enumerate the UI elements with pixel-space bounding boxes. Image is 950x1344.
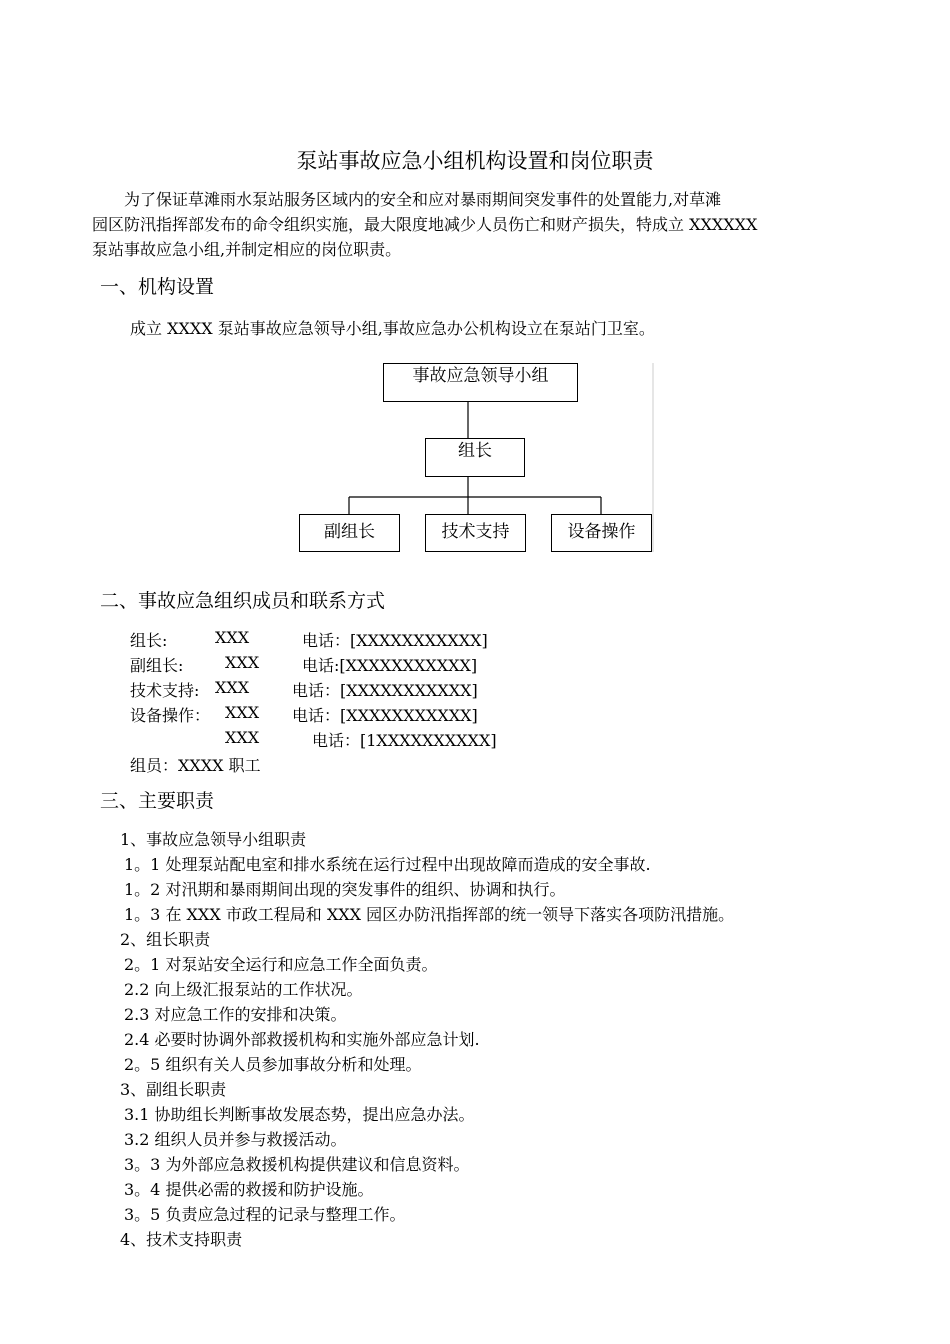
- duty-item: 1。1 处理泵站配电室和排水系统在运行过程中出现故障而造成的安全事故.: [124, 855, 651, 874]
- contact-phone: 电话：[XXXXXXXXXXX]: [292, 681, 478, 700]
- duty-item: 1。2 对汛期和暴雨期间出现的突发事件的组织、协调和执行。: [124, 880, 566, 899]
- contact-phone: 电话：[XXXXXXXXXXX]: [302, 631, 488, 650]
- duty-item: 2。1 对泵站安全运行和应急工作全面负责。: [124, 955, 438, 974]
- org-box-deputy: 副组长: [299, 514, 400, 552]
- duty-heading: 2、组长职责: [120, 930, 211, 949]
- duty-heading: 3、副组长职责: [120, 1080, 227, 1099]
- duty-item: 2.2 向上级汇报泵站的工作状况。: [124, 980, 363, 999]
- section1-heading: 一、机构设置: [100, 276, 215, 298]
- org-box-tech-support: 技术支持: [425, 514, 526, 552]
- duty-item: 3。5 负责应急过程的记录与整理工作。: [124, 1205, 406, 1224]
- duty-item: 1。3 在 XXX 市政工程局和 XXX 园区办防汛指挥部的统一领导下落实各项防汛措施。: [124, 905, 735, 924]
- duty-item: 3。4 提供必需的救援和防护设施。: [124, 1180, 374, 1199]
- contact-name: XXX: [225, 653, 260, 672]
- duty-item: 3。3 为外部应急救援机构提供建议和信息资料。: [124, 1155, 470, 1174]
- contact-phone: 电话：[XXXXXXXXXXX]: [292, 706, 478, 725]
- members-line: 组员：XXXX 职工: [130, 756, 261, 775]
- contact-name: XXX: [225, 703, 260, 722]
- duty-item: 2.3 对应急工作的安排和决策。: [124, 1005, 347, 1024]
- contact-name: XXX: [215, 628, 250, 647]
- contact-role: 组长:: [130, 631, 168, 650]
- intro-line-3: 泵站事故应急小组,并制定相应的岗位职责。: [92, 240, 402, 259]
- org-box-leader: 组长: [425, 438, 525, 477]
- duty-item: 3.2 组织人员并参与救援活动。: [124, 1130, 347, 1149]
- contact-phone: 电话：[1XXXXXXXXXX]: [312, 731, 497, 750]
- contact-phone: 电话:[XXXXXXXXXXX]: [302, 656, 478, 675]
- duty-item: 3.1 协助组长判断事故发展态势，提出应急办法。: [124, 1105, 475, 1124]
- org-box-equipment: 设备操作: [551, 514, 652, 552]
- contact-name: XXX: [225, 728, 260, 747]
- intro-line-2: 园区防汛指挥部发布的命令组织实施，最大限度地减少人员伤亡和财产损失，特成立 XXXXXX: [92, 215, 758, 234]
- contact-role: 副组长:: [130, 656, 184, 675]
- section3-heading: 三、主要职责: [100, 790, 215, 812]
- duty-item: 2。5 组织有关人员参加事故分析和处理。: [124, 1055, 422, 1074]
- duty-item: 2.4 必要时协调外部救援机构和实施外部应急计划.: [124, 1030, 480, 1049]
- duty-heading: 1、事故应急领导小组职责: [120, 830, 307, 849]
- contact-role: 设备操作：: [130, 706, 211, 725]
- page-title: 泵站事故应急小组机构设置和岗位职责: [296, 149, 654, 173]
- section2-heading: 二、事故应急组织成员和联系方式: [100, 590, 386, 612]
- intro-line-1: 为了保证草滩雨水泵站服务区域内的安全和应对暴雨期间突发事件的处置能力,对草滩: [124, 190, 722, 209]
- org-box-leadership: 事故应急领导小组: [383, 363, 578, 402]
- section1-text: 成立 XXXX 泵站事故应急领导小组,事故应急办公机构设立在泵站门卫室。: [130, 319, 655, 338]
- contact-role: 技术支持:: [130, 681, 200, 700]
- contact-name: XXX: [215, 678, 250, 697]
- duty-heading: 4、技术支持职责: [120, 1230, 243, 1249]
